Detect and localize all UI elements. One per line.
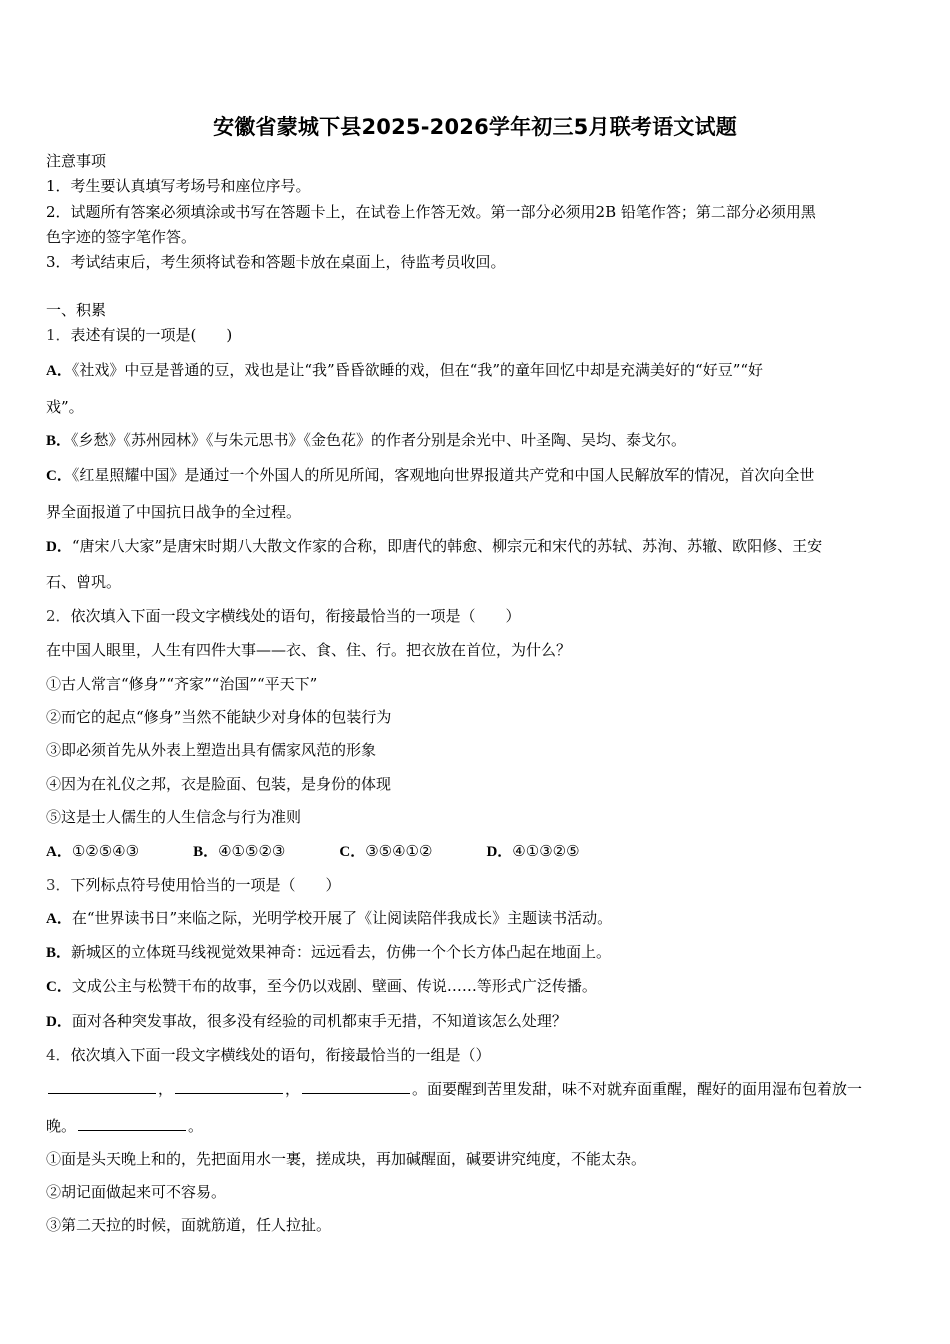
q3-option-a (46, 908, 908, 929)
question-2 (46, 606, 908, 626)
question-4 (46, 1045, 908, 1065)
q3-option-c (46, 976, 908, 997)
option-text: ③⑤④①② (365, 842, 433, 860)
option-text: ④①⑤②③ (218, 842, 286, 860)
q1-option-a-cont: 戏”。 (46, 398, 84, 416)
q4-fill-line-1 (46, 1079, 908, 1099)
q1-option-d (46, 536, 908, 557)
q2-option-a (46, 841, 139, 862)
option-label: A． (46, 363, 72, 379)
option-text: 在“世界读书日”来临之际，光明学校开展了《让阅读陪伴我成长》主题读书活动。 (71, 909, 613, 927)
option-text: “唐宋八大家”是唐宋时期八大散文作家的合称，即唐代的韩愈、柳宗元和宋代的苏轼、苏洵、苏辙、欧阳修、王安 (71, 537, 823, 555)
question-number: 1． (46, 326, 71, 344)
notice-item-2-cont: 色字迹的签字笔作答。 (46, 228, 197, 246)
q4-line2-tail: 。 (188, 1117, 204, 1135)
option-label: A． (46, 911, 72, 927)
answer-blank[interactable] (175, 1079, 283, 1094)
notice-item-2: 2．试题所有答案必须填涂或书写在答题卡上，在试卷上作答无效。第一部分必须用2B 铅笔作答；第二部分必须用黑 (46, 203, 816, 221)
q4-sep-2: ， (285, 1080, 301, 1098)
q2-option-d (486, 841, 579, 862)
q2-options (46, 841, 908, 862)
option-text: 《乡愁》《苏州园林》《与朱元思书》《金色花》的作者分别是余光中、叶圣陶、吴均、泰戈尔。 (71, 431, 687, 449)
option-label: C． (339, 844, 366, 860)
q1-option-d-cont: 石、曾巩。 (46, 573, 122, 591)
option-label: D． (486, 844, 513, 860)
notice-item-3: 3．考试结束后，考生须将试卷和答题卡放在桌面上，待监考员收回。 (46, 253, 506, 271)
q2-item-1: ①古人常言“修身”“齐家”“治国”“平天下” (46, 675, 318, 693)
q1-option-a (46, 360, 908, 381)
question-number: 2． (46, 607, 71, 625)
option-text: 《社戏》中豆是普通的豆，戏也是让“我”昏昏欲睡的戏，但在“我”的童年回忆中却是充满美好的“好豆”“好 (71, 361, 764, 379)
question-number: 3． (46, 876, 71, 894)
notice-heading: 注意事项 (46, 152, 107, 170)
q4-item-3: ③第二天拉的时候，面就筋道，任人拉扯。 (46, 1216, 332, 1234)
option-label: A． (46, 844, 72, 860)
question-3 (46, 875, 908, 895)
question-number: 4． (46, 1046, 71, 1064)
q1-option-c-cont: 界全面报道了中国抗日战争的全过程。 (46, 503, 302, 521)
question-stem: 依次填入下面一段文字横线处的语句，衔接最恰当的一项是（ ） (70, 607, 521, 625)
q4-fill-line-2 (46, 1116, 908, 1136)
option-label: B． (46, 945, 72, 961)
q4-item-1: ①面是头天晚上和的，先把面用水一裹，搓成块，再加碱醒面，碱要讲究纯度，不能太杂。 (46, 1150, 647, 1168)
option-label: B． (46, 433, 72, 449)
q1-option-c (46, 465, 908, 486)
question-stem: 依次填入下面一段文字横线处的语句，衔接最恰当的一组是（） (70, 1046, 491, 1064)
question-stem: 下列标点符号使用恰当的一项是（ ） (70, 876, 341, 894)
option-label: D． (46, 1014, 72, 1030)
answer-blank[interactable] (78, 1116, 186, 1131)
q4-line1-tail: 。面要醒到苦里发甜，味不对就弃面重醒，醒好的面用湿布包着放一 (412, 1080, 863, 1098)
q3-option-d (46, 1011, 908, 1032)
option-text: ④①③②⑤ (512, 842, 580, 860)
option-text: 面对各种突发事故，很多没有经验的司机都束手无措，不知道该怎么处理？ (71, 1012, 567, 1030)
q2-option-b (193, 841, 285, 862)
option-text: 《红星照耀中国》是通过一个外国人的所见所闻，客观地向世界报道共产党和中国人民解放军的情况，首次向全世 (71, 466, 815, 484)
q2-item-3: ③即必须首先从外表上塑造出具有儒家风范的形象 (46, 741, 377, 759)
q2-item-5: ⑤这是士人儒生的人生信念与行为准则 (46, 808, 302, 826)
page-title: 安徽省蒙城下县2025-2026学年初三5月联考语文试题 (213, 115, 737, 139)
notice-item-1: 1．考生要认真填写考场号和座位序号。 (46, 177, 311, 195)
q2-passage: 在中国人眼里，人生有四件大事——衣、食、住、行。把衣放在首位，为什么？ (46, 641, 572, 659)
q3-option-b (46, 942, 908, 963)
option-label: C． (46, 468, 72, 484)
section-heading: 一、积累 (46, 301, 107, 319)
option-label: B． (193, 844, 219, 860)
option-label: C． (46, 979, 72, 995)
option-text: 新城区的立体斑马线视觉效果神奇：远远看去，仿佛一个个长方体凸起在地面上。 (71, 943, 612, 961)
q4-sep-1: ， (158, 1080, 174, 1098)
q4-item-2: ②胡记面做起来可不容易。 (46, 1183, 227, 1201)
option-label: D． (46, 539, 72, 555)
q2-option-c (339, 841, 432, 862)
question-1 (46, 325, 908, 345)
answer-blank[interactable] (48, 1079, 156, 1094)
question-stem: 表述有误的一项是( ) (70, 326, 233, 344)
q2-item-4: ④因为在礼仪之邦，衣是脸面、包装，是身份的体现 (46, 775, 392, 793)
q4-line2-head: 晚。 (46, 1117, 77, 1135)
q2-item-2: ②而它的起点“修身”当然不能缺少对身体的包装行为 (46, 708, 392, 726)
answer-blank[interactable] (302, 1079, 410, 1094)
q1-option-b (46, 430, 908, 451)
option-text: ①②⑤④③ (71, 842, 140, 860)
option-text: 文成公主与松赞干布的故事，至今仍以戏剧、壁画、传说……等形式广泛传播。 (71, 977, 597, 995)
